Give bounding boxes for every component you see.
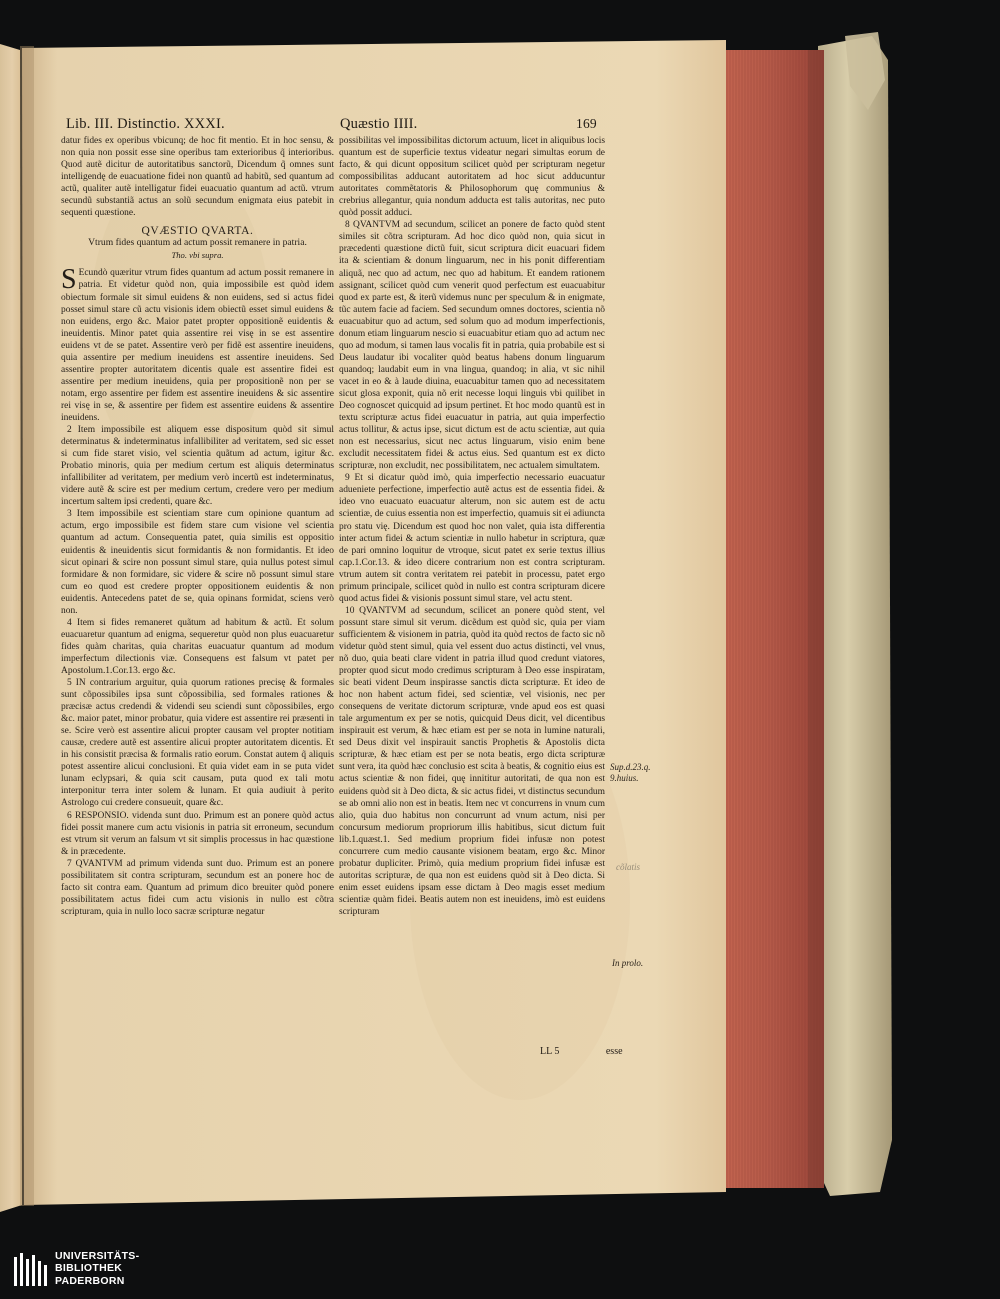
- library-logo: [14, 1250, 164, 1292]
- continuation-paragraph-right: possibilitas vel impossibilitas dictorum actuum, licet in aliquibus locis quantum est de superficie textus videatur negari simultas eorum de facto, & qui dicunt oppositum scilicet quòd per scripturam negetur compossibilitas adducant autoritatem ad hoc sicut adducuntur autoritates commẽtatoris & Philosophorum quę communius & crebrius allegantur, quia nondum adducta est talis autoritas, nec puto quòd possit adduci.: [339, 136, 605, 219]
- folio-number: 169: [576, 116, 597, 131]
- library-logo-icon: [14, 1253, 48, 1286]
- paragraph-10: 10 QVANTVM ad secundum, scilicet an ponere quòd stent, vel possunt stare simul sit verum. dicẽdum est quòd sic, quia per viam sufficientem & visionem in patria, quòd ita quòd rectos de facto sic nõ videtur quòd stent simul, quia vel essent duo actus distincti, vel vnus, nõ duo, quia beati clare vident in patria illud quod credunt viatores, propter quod sicut modo credimus scripturam à Deo esse inspiratam, sic beati vident Deum inspirasse sanctis dicta scripturæ. Et ideo de hoc non habent actum fidei, sed scientiæ, vel visionis, nec per consequens de veritate dictorum scripturæ, vnde apud eos est quasi tale argumentum ex per se notis, quicquid Deus dicit, vel dicentibus inspirauit est verum, & hæc etiam est per se nota in lumine naturali, sed Deus dixit vel inspirauit sanctis Prophetis & Apostolis dicta scripturæ, & hæc etiam est per se nota beatis, ergo dicta scripturæ sunt vera, ita quòd hæc conclusio est scita à beatis, & cognitio eius est actus scientiæ & non fidei, quę innititur autoritati, de qua non est euidens quòd sit à Deo dicta, & sic actus fidei, vt distinctus secundum se ab omni alio non est in beatis. Item nec vt concurrens in vnum cum alio, quia duo habitus non concurrunt ad vnum actum, nisi per concursum mediorum propriorum illis habitibus, sicut dictum fuit lib.1.quæst.1. Sed medium proprium fidei infusæ non potest concurrere cum medio causante visionem beatam, ergo &c. Minor probatur dupliciter. Primò, quia medium proprium fidei infusæ est autoritas scripturæ, de qua non est euidens quòd sit à Deo dicta. Si enim esset euidens ipsam esse dictam à Deo magis esset medium scientiæ quàm fidei. Beatis autem non est ineuidens, imò est euidens scripturam: [339, 605, 605, 917]
- signature-mark: LL 5: [540, 1046, 560, 1057]
- drop-cap: S: [61, 264, 77, 296]
- argument-5: 5 IN contrarium arguitur, quia quorum rationes precisę & formales sunt cõpossibiles ipsa sunt cõpossibilia, sed formales rationes & præcisæ actus credendi & videndi seu sciendi sunt cõpossibiles, ergo &c. maior patet, minor probatur, quia videre est assentire rei præsenti in se. Scire verò est assentire alicui propter causam vel propter notitiam causæ, credere autẽ est assentire alicui propter autoritatem dicentis. Et in his consistit præcisa & formalis ratio eorum. Constat autem q̃ aliquis potest assentire alicui conclusioni. Et quia videt eam in se puta videt lunam eclypsari, & quia scit causam, puta quod ex tali motu interponitur terra inter solem & lunam. Et quia audiuit à perito Astrologo cui credere consueuit, quare &c.: [61, 678, 334, 809]
- argument-3: 3 Item impossibile est scientiam stare cum opinione quantum ad actum, ergo impossibile est fidem stare cum visione vel scientia quantum ad actum. Consequentia patet, quia similis est oppositio euidentis & ineuidentis sicut formidantis & non formidantis. Et ideo sicut opinari & scire non possunt simul stare, quia nullus potest simul formidare & non formidare, sic videre & scire nõ possunt simul stare cum eo quod est credere propter oppositionem euidentis & non euidentis. Antecedens patet de se, quia opinans formidat, sciens verò non.: [61, 509, 334, 616]
- argument-7: 7 QVANTVM ad primum videnda sunt duo. Primum est an ponere possibilitatem sit contra scripturam, secundum est an ponere hoc de facto sit contra eam. Quantum ad primum dico breuiter quòd ponere possibilitatem actus fidei cum actu visionis in nullo est cõtra scripturam, quia in nullo loco sacræ scripturæ negatur: [61, 858, 334, 917]
- opening-paragraph: [61, 264, 334, 424]
- running-head-book: Lib. III. Distinctio. XXXI.: [66, 116, 225, 132]
- library-logo-text: [55, 1250, 139, 1287]
- continuation-paragraph: datur fides ex operibus vbicunq; de hoc fit mentio. Et in hoc sensu, & non quia non possit esse sine operibus tam exterioribus q̃ interioribus. Quod autẽ dicitur de autoritatibus sanctorũ, Dicendum q̃ omnes sunt intelligendę de euacuatione fidei non quantũ ad habitũ, sed quantum ad actũ, qualiter autẽ intelligatur fidei euacuatio quantum ad actũ. vtrum secundũ substantiã actus an solũ secundum enigmata eius patebit in sequenti quæstione.: [61, 136, 334, 219]
- paragraph-9: 9 Et si dicatur quòd imò, quia imperfectio necessario euacuatur adueniete perfectione, imperfectio autẽ actus est de essentia fidei. & ideo vno euacuato euacuatur alterum, non sic autem est de actu scientiæ, de cuius essentia non est imperfectio, quamuis sit ei adiuncta pro statu vię. Dicendum est quod hoc non valet, quia ista differentia inter actum fidei & actum scientiæ in nullo habetur in scriptura, quæ de pari omnino loquitur de vtroque, sicut patet ex serie textus illius cap.1.Cor.13. & ideo dicere contrarium non est contra scripturam. vtrum autem sit contra veritatem rei patebit in processu, patet ergo primum principale, scilicet quòd in nullo est contra scripturam dicere quod actus fidei & visionis possunt simul stare, vel actu stent.: [339, 473, 605, 604]
- margin-note: Sup.d.23.q. 9.huius.: [610, 762, 651, 783]
- question-title: QVÆSTIO QVARTA.: [141, 225, 254, 238]
- running-head-question: Quæstio IIII.: [340, 116, 418, 132]
- argument-4: 4 Item si fides remaneret quãtum ad habitum & actũ. Et solum euacuaretur quantum ad enigma, sequeretur quòd non plus euacuaretur fides quàm charitas, quia charitas euacuatur quantum ad modum imperfectum dilectionis viæ. Consequens est falsum vt patet per Apostolum.1.Cor.13. ergo &c.: [61, 617, 334, 676]
- question-citation: Tho. vbi supra.: [171, 250, 224, 261]
- catchword: esse: [605, 1046, 623, 1057]
- right-text-column: [339, 135, 605, 918]
- logo-line-1: UNIVERSITÄTS-: [55, 1250, 140, 1262]
- logo-line-3: PADERBORN: [55, 1274, 125, 1287]
- opening-text: Ecundò quæritur vtrum fides quantum ad actum possit remanere in patria. Et videtur quòd non, quia impossibile est quòd idem obiectum formale sit simul euidens & non euidens, sed si actus fidei posset simul stare cũ actu visionis idem obiectũ esset simul euidens & non euidens, ergo &c. Maior patet propter oppositionẽ euidentis & ineuidentis. Minor patet quia assentire rei visę in se est assentire euidens vt de se patet. Assentire verò per fidẽ est assentire ineuidens, quia assentire per medium ineuidens est assentire ineuidens. Sed assentire propter autoritatem dicentis quale est assentire fidei est assentire per medium ineuidens, quia per propositionẽ non per se notam, ergo assentire per fidem est assentire ineuidens & sic assentire rei visę in se, & assentire per fidem est assentire euidens & assentire ineuidens.: [61, 268, 334, 423]
- paragraph-8: 8 QVANTVM ad secundum, scilicet an ponere de facto quòd stent similes sit cõtra scripturam. Ad hoc dico quòd non, quia sicut in præcedenti quæstione dictũ fuit, sicut scriptura dicit euacuari fidem ita & scientiam & donum linguarum, nec in his ponit differentiam aliquã, nec quo ad actum, nec quo ad habitum. Et eandem rationem assignant, scilicet quòd cum venerit quod perfectum est euacuabitur quod ex parte est, & iterũ videmus nunc per speculum & in enigmate, tũc autem facie ad faciem. Sed secundum omnes doctores, scientia nõ euacuabitur quo ad actum, sed solum quo ad modum imperfectionis, donum etiam linguarum nescio si euacuabitur etiam quo ad actum nec quo ad modum, si tamen laus vocalis fit in patria, quia probabile est si Deus laudatur ibi vocaliter quòd beatus habens donum linguarum quandoq; laudabit eum in vna lingua, quandoq; in alia, vt sic nihil vacet in eo & à laude diuina, euacuabitur tamen quo ad necessitatem sicut glosa exponit, quia nõ erit necesse loqui linguis vbi quilibet in Deo cognoscet quicquid ad ipsum pertinet. Et hoc modo quantũ est in textu scripturæ actus fidei euacuatur in patria, aut quia imperfectio actus tollitur, & actus ipse, sicut dictum est de actu scientiæ, aut quia non est necessarius, sicut nec actus linguarum, visio enim bene excludit necessitatem fidei & actus eius. Sed quantum est ex dicto scripturæ, non excludit, nec possibilitatem, nec actualem simultatem.: [339, 220, 605, 472]
- left-text-column: [61, 135, 334, 918]
- argument-2: 2 Item impossibile est aliquem esse dispositum quòd sit simul determinatus & indeterminatus infallibiliter ad veritatem, sed sic esset si cum fide staret visio, vel scientia quãtum ad actum, igitur &c. Probatio minoris, quia per medium certum est aliquis determinatus infallibiliter ad veritatem, per medium verò incertũ est indeterminatus, videre autẽ & scire est per medium certum, credere vero per medium incertum saltem ipsi credenti, quare &c.: [61, 425, 334, 508]
- logo-line-2: BIBLIOTHEK: [55, 1262, 123, 1275]
- margin-note: In prolo.: [612, 958, 644, 968]
- question-subtitle: Vtrum fides quantum ad actum possit remanere in patria.: [88, 237, 307, 249]
- margin-note-faint: cõlatis: [616, 862, 640, 872]
- signature-line: [540, 1046, 623, 1057]
- argument-6: 6 RESPONSIO. videnda sunt duo. Primum est an ponere quòd actus fidei possit manere cum actu visionis in patria sit erroneum, secundum est vtrum sit verum an falsum vt sit simplis processus in hac quæstione & in præcedente.: [61, 810, 334, 857]
